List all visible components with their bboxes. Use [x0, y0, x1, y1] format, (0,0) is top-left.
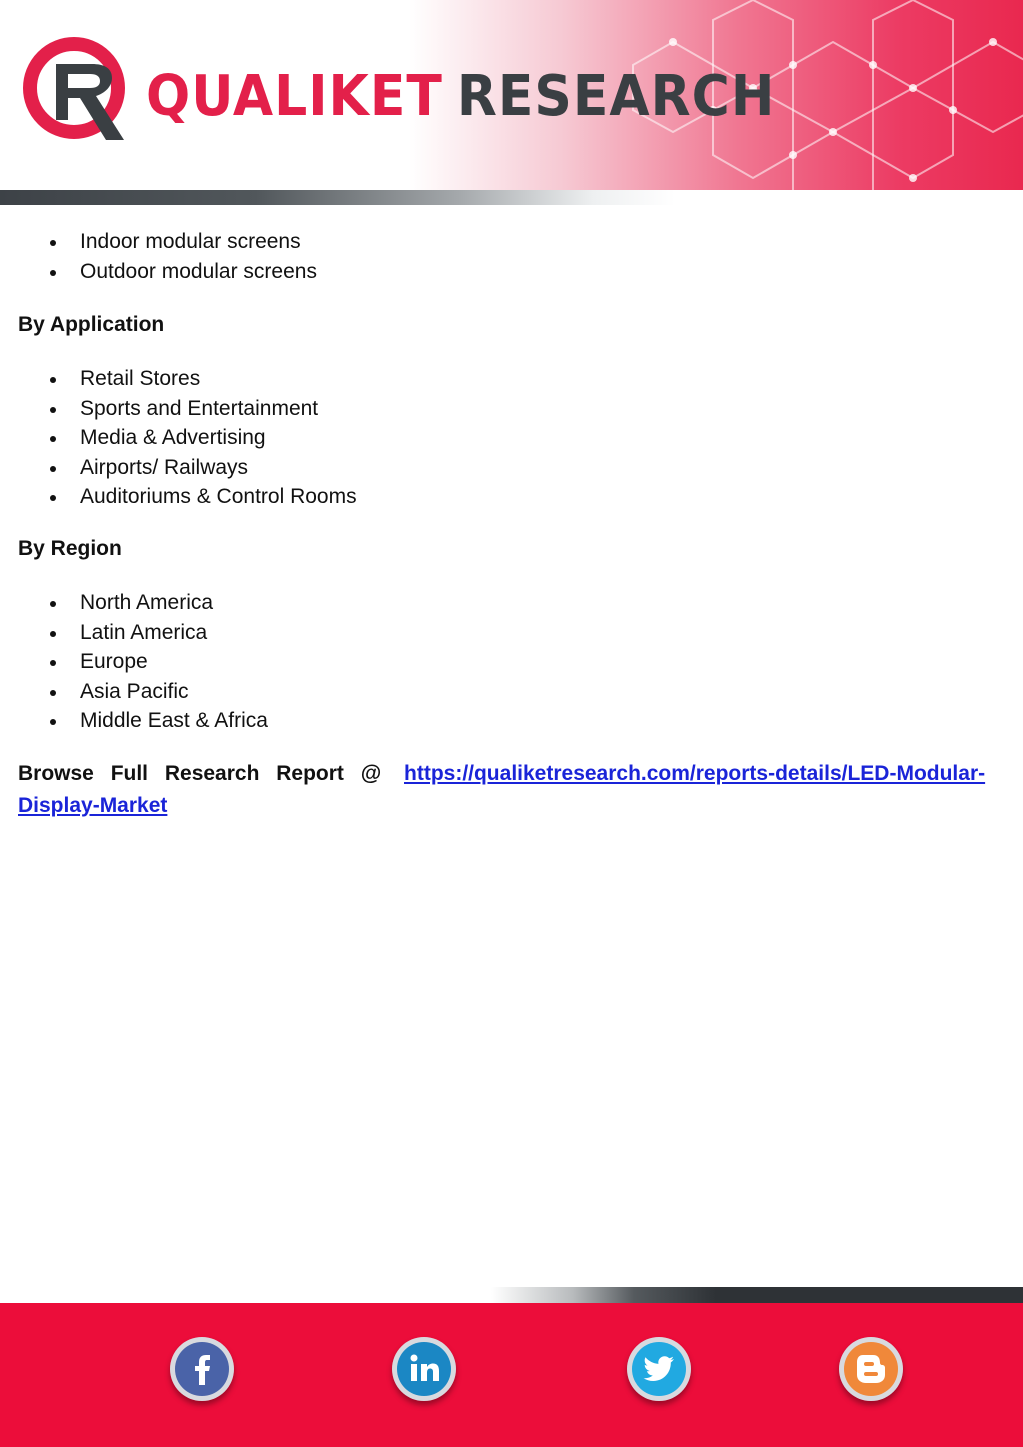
- bullet-icon: [50, 377, 56, 383]
- header-banner: [0, 0, 1023, 190]
- blogger-icon[interactable]: [839, 1337, 903, 1401]
- bullet-icon: [50, 690, 56, 696]
- list-item: [0, 394, 900, 424]
- list-item-text: Asia Pacific: [80, 679, 189, 703]
- region-list: [0, 588, 900, 736]
- bullet-icon: [50, 601, 56, 607]
- bullet-icon: [50, 436, 56, 442]
- list-item: [0, 257, 900, 287]
- bullet-icon: [50, 240, 56, 246]
- header-divider-strip: [0, 190, 1023, 205]
- browse-report-paragraph: [18, 758, 1005, 817]
- list-item: [0, 364, 900, 394]
- linkedin-icon[interactable]: [392, 1337, 456, 1401]
- list-item-text: Airports/ Railways: [80, 455, 249, 479]
- type-list: [0, 227, 900, 286]
- region-heading: By Region: [18, 537, 122, 560]
- list-item: [0, 482, 900, 512]
- bullet-icon: [50, 660, 56, 666]
- list-item-text: North America: [80, 591, 214, 614]
- brand-word-qualiket: QUALIKET: [146, 64, 443, 129]
- list-item: [0, 227, 900, 257]
- list-item: [0, 423, 900, 453]
- list-item-text: Retail Stores: [80, 367, 201, 390]
- application-heading: By Application: [18, 313, 165, 336]
- bullet-icon: [50, 495, 56, 501]
- report-link-line2[interactable]: Display-Market: [18, 794, 168, 817]
- bullet-icon: [50, 466, 56, 472]
- list-item-text: Middle East & Africa: [80, 709, 268, 732]
- bullet-icon: [50, 270, 56, 276]
- bullet-icon: [50, 407, 56, 413]
- report-link-line1[interactable]: https://qualiketresearch.com/reports-details/LED-Modular-: [404, 762, 986, 785]
- list-item: [0, 647, 900, 677]
- bullet-icon: [50, 719, 56, 725]
- brand-word-research: RESEARCH: [456, 64, 776, 129]
- list-item: [0, 588, 900, 618]
- list-item: [0, 618, 900, 648]
- application-list: [0, 364, 900, 512]
- list-item-text: Europe: [80, 650, 148, 673]
- qualiket-logo-icon: [22, 36, 134, 148]
- browse-label: Browse Full Research Report @: [18, 762, 382, 785]
- list-item-text: Latin America: [80, 620, 208, 644]
- list-item: [0, 677, 900, 707]
- list-item-text: Outdoor modular screens: [80, 259, 317, 283]
- brand-name: [146, 62, 775, 131]
- list-item-text: Sports and Entertainment: [80, 396, 319, 420]
- list-item-text: Media & Advertising: [80, 426, 266, 449]
- facebook-icon[interactable]: [170, 1337, 234, 1401]
- list-item: [0, 706, 900, 736]
- footer-divider-strip: [0, 1287, 1023, 1303]
- footer-social-bar: [0, 1303, 1023, 1447]
- list-item-text: Indoor modular screens: [80, 230, 301, 253]
- list-item-text: Auditoriums & Control Rooms: [80, 485, 357, 508]
- twitter-icon[interactable]: [627, 1337, 691, 1401]
- bullet-icon: [50, 631, 56, 637]
- list-item: [0, 453, 900, 483]
